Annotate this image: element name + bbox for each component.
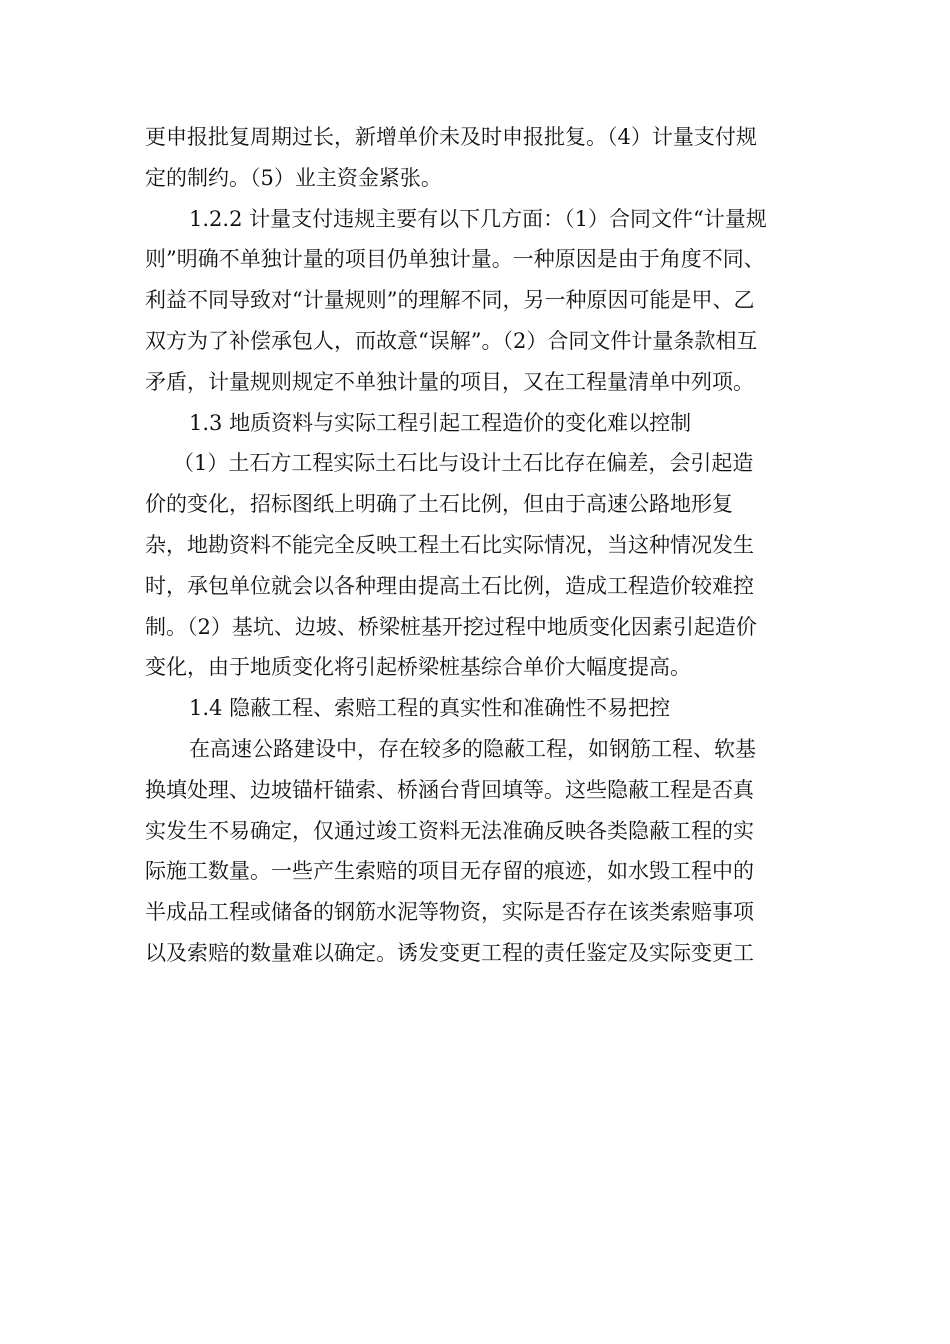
text-line: 价的变化，招标图纸上明确了土石比例，但由于高速公路地形复 bbox=[145, 492, 733, 517]
text-line: 半成品工程或储备的钢筋水泥等物资，实际是否存在该类索赔事项 bbox=[145, 900, 754, 925]
text-line: 时，承包单位就会以各种理由提高土石比例，造成工程造价较难控 bbox=[145, 573, 754, 598]
text-line: 双方为了补偿承包人，而故意“误解”。（2）合同文件计量条款相互 bbox=[145, 328, 758, 353]
text-line: （1）土石方工程实际土石比与设计土石比存在偏差，会引起造 bbox=[173, 451, 754, 476]
text-line: 杂，地勘资料不能完全反映工程土石比实际情况，当这种情况发生 bbox=[145, 532, 754, 557]
text-line: 则”明确不单独计量的项目仍单独计量。一种原因是由于角度不同、 bbox=[145, 247, 765, 272]
section-heading-1-3: 1.3 地质资料与实际工程引起工程造价的变化难以控制 bbox=[189, 410, 692, 435]
text-line: 际施工数量。一些产生索赔的项目无存留的痕迹，如水毁工程中的 bbox=[145, 859, 754, 884]
text-line: 制。（2）基坑、边坡、桥梁桩基开挖过程中地质变化因素引起造价 bbox=[145, 614, 757, 639]
text-line: 定的制约。（5）业主资金紧张。 bbox=[145, 165, 442, 190]
text-line: 利益不同导致对“计量规则”的理解不同，另一种原因可能是甲、乙 bbox=[145, 288, 755, 313]
text-line: 换填处理、边坡锚杆锚索、桥涵台背回填等。这些隐蔽工程是否真 bbox=[145, 777, 754, 802]
document-body bbox=[145, 117, 810, 974]
text-line: 变化，由于地质变化将引起桥梁桩基综合单价大幅度提高。 bbox=[145, 655, 691, 680]
text-line: 实发生不易确定，仅通过竣工资料无法准确反映各类隐蔽工程的实 bbox=[145, 818, 754, 843]
text-line: 以及索赔的数量难以确定。诱发变更工程的责任鉴定及实际变更工 bbox=[145, 940, 754, 965]
text-line: 更申报批复周期过长，新增单价未及时申报批复。（4）计量支付规 bbox=[145, 125, 757, 149]
section-heading-1-4: 1.4 隐蔽工程、索赔工程的真实性和准确性不易把控 bbox=[189, 696, 671, 721]
text-line: 矛盾，计量规则规定不单独计量的项目，又在工程量清单中列项。 bbox=[145, 369, 754, 394]
text-line: 在高速公路建设中，存在较多的隐蔽工程，如钢筋工程、软基 bbox=[189, 736, 756, 761]
section-heading-1-2-2: 1.2.2 计量支付违规主要有以下几方面：（1）合同文件“计量规 bbox=[189, 206, 767, 231]
